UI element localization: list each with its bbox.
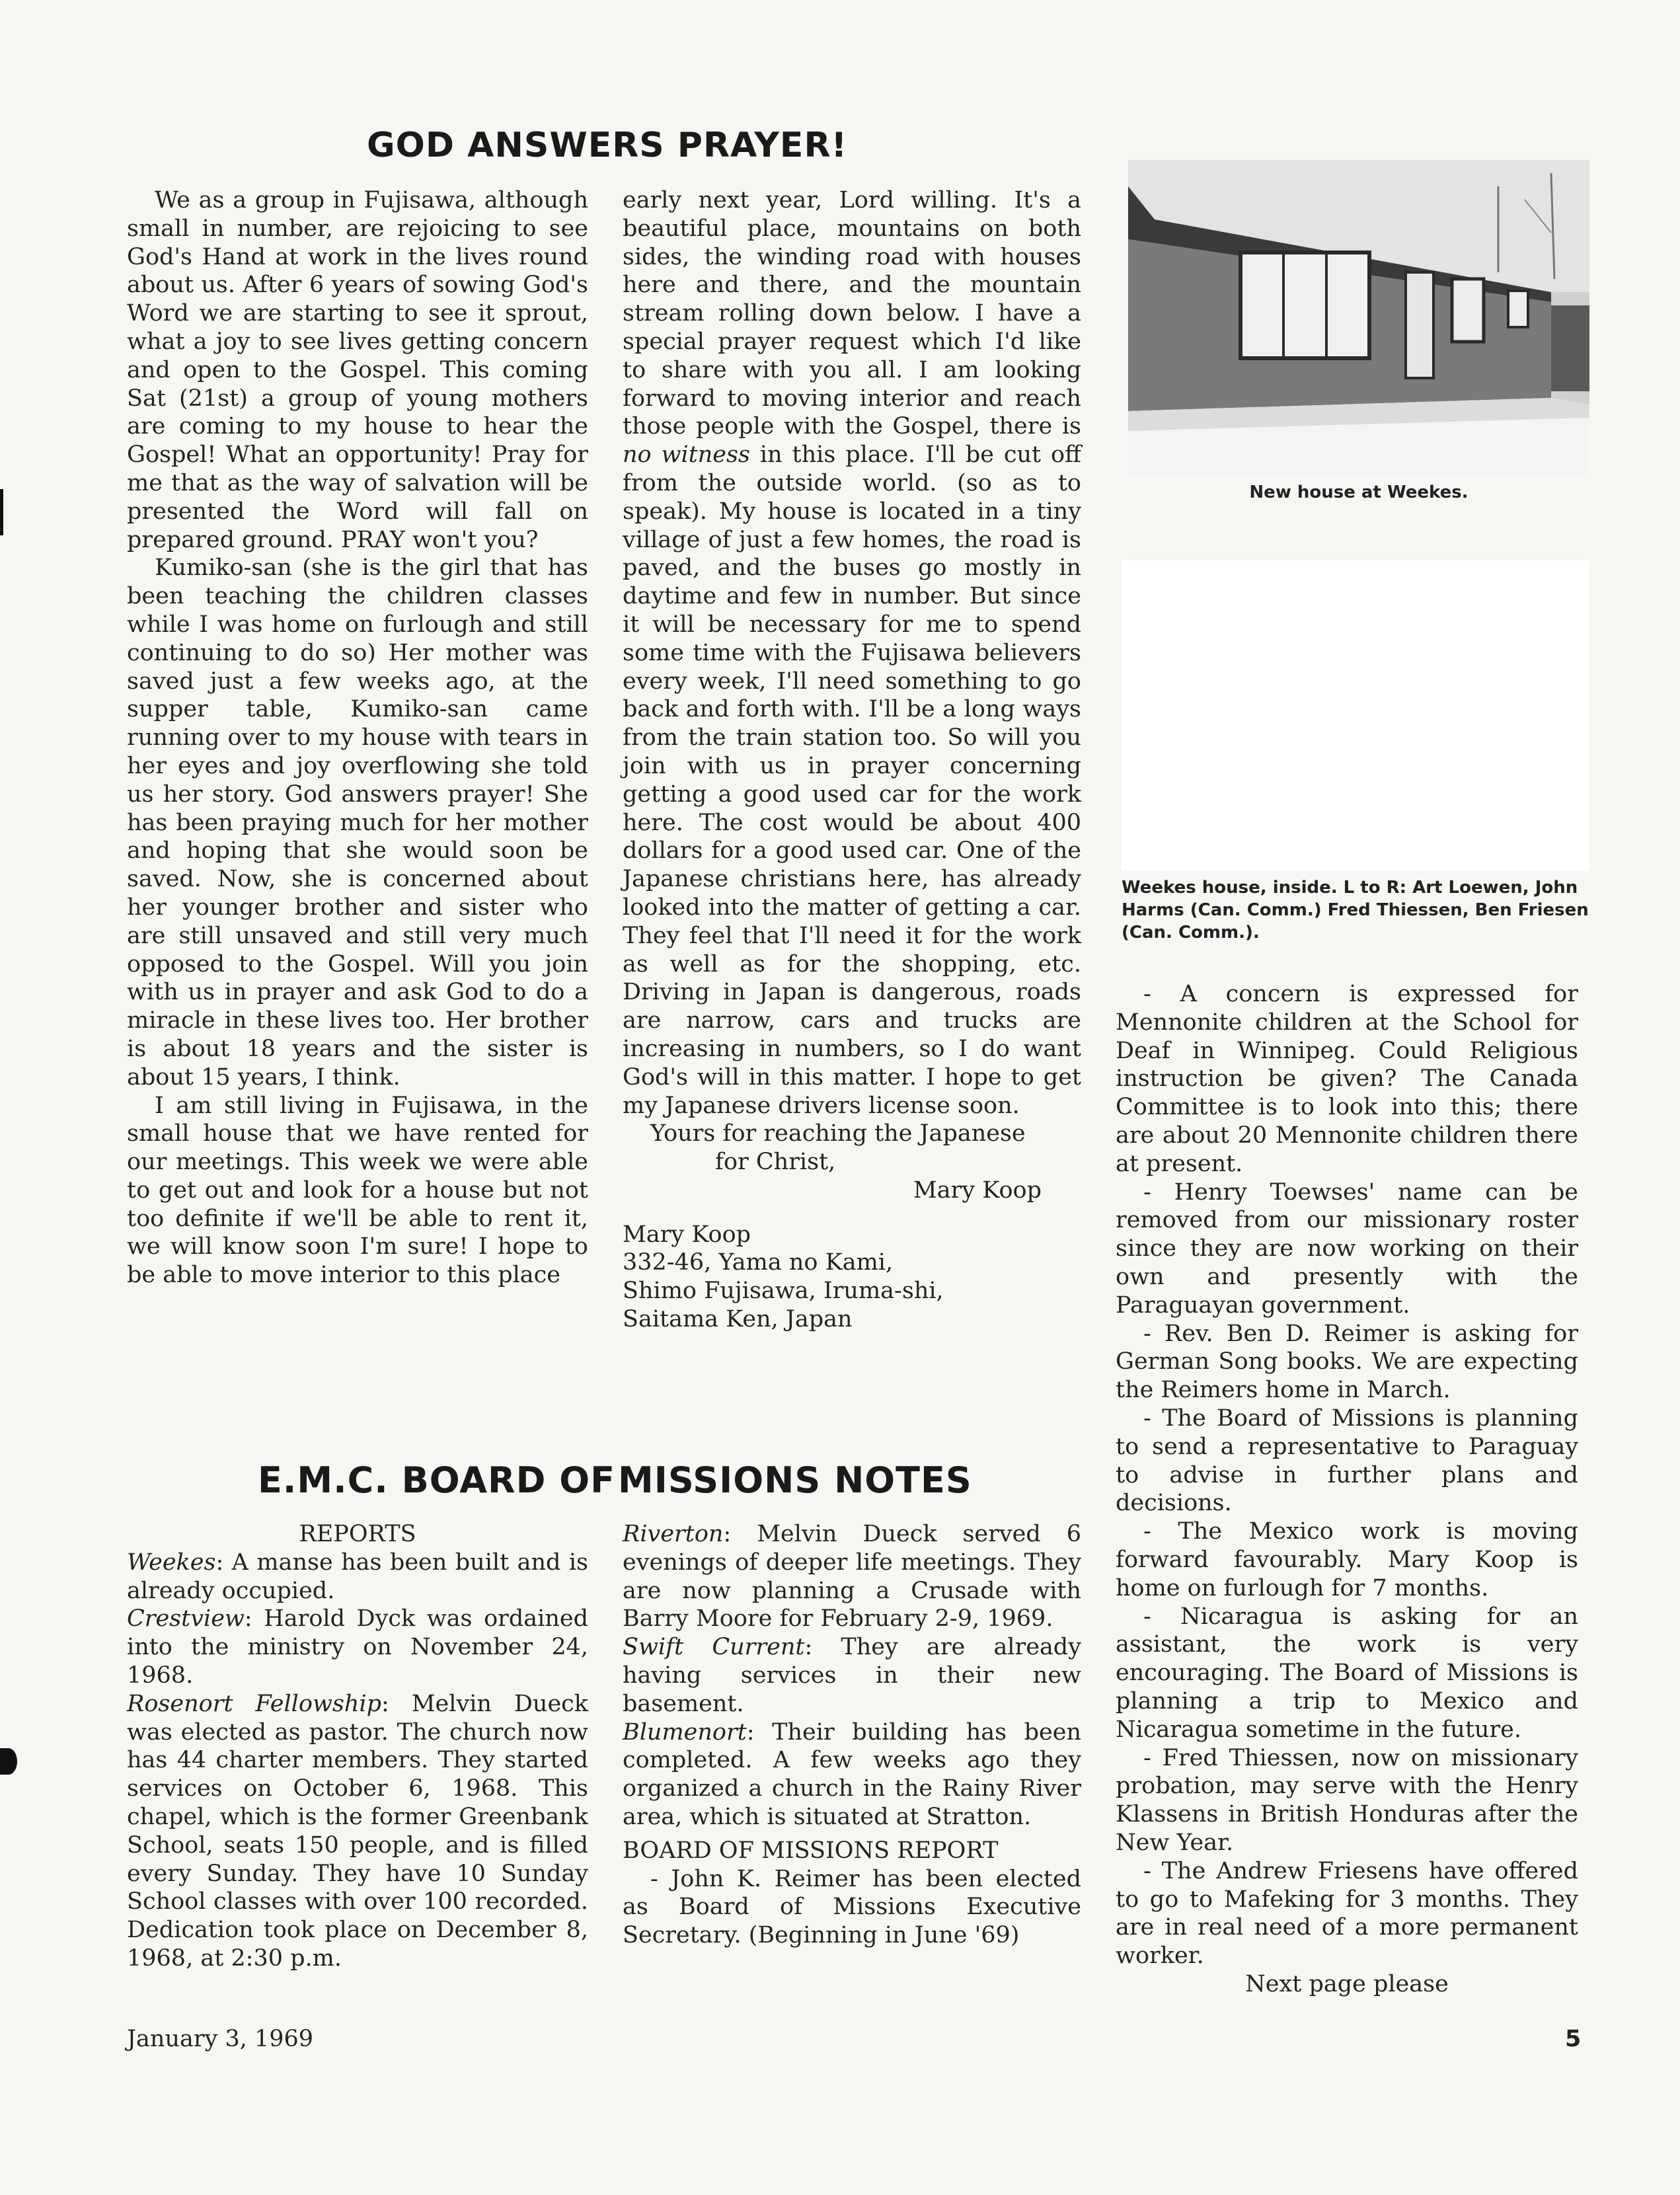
notes-column-2 — [623, 1520, 1081, 1950]
report-item — [127, 1549, 588, 1605]
note-item: - The Board of Missions is planning to send a representative to Paraguay to advise in further plans and decisions. — [1116, 1405, 1578, 1517]
scan-edge-mark — [0, 489, 3, 535]
note-item: - A concern is expressed for Mennonite children at the School for Deaf in Winnipeg. Could Religious instruction be given? The Canada Committee is to look into this; there are about 20 Mennonite children there at present. — [1116, 981, 1578, 1177]
note-item: - Nicaragua is asking for an assistant, the work is very encouraging. The Board of Missions is planning a trip to Mexico and Nicaragua sometime in the future. — [1116, 1603, 1578, 1743]
interior-photo-caption: Weekes house, inside. L to R: Art Loewen, John Harms (Can. Comm.) Fred Thiessen, Ben Friesen (Can. Comm.). — [1122, 878, 1589, 943]
notes-title-part-2: MISSIONS NOTES — [618, 1459, 972, 1501]
issue-date: January 3, 1969 — [127, 2026, 314, 2052]
report-text: : Melvin Dueck was elected as pastor. The church now has 44 charter members. They started services on October 6, 1968. This chapel, which is the former Greenbank School, seats 150 people, and is filled every Sunday. They have 10 Sunday School classes with over 100 recorded. Dedication took place on December 8, 1968, at 2:30 p.m. — [127, 1690, 588, 1972]
closing-line-2: for Christ, — [715, 1149, 836, 1176]
note-item: - Henry Toewses' name can be removed from our missionary roster since they are now working on their own and presently with the Paraguayan government. — [1116, 1178, 1578, 1319]
emphasis-text: no witness — [623, 442, 750, 469]
house-photo-caption: New house at Weekes. — [1249, 482, 1469, 502]
article-paragraph: Kumiko-san (she is the girl that has been teaching the children classes while I was home on furlough and still continuing to do so) Her mother was saved just a few weeks ago, at the supper table, Kumiko-san came running over to my house with tears in her eyes and joy overflowing she told us her story. God answers prayer! She has been praying much for her mother and hoping that she would soon be saved. Now, she is concerned about her younger brother and sister who are still unsaved and still very much opposed to the Gospel. Will you join with us in prayer and ask God to do a miracle in these lives too. Her brother is about 18 years and the sister is about 15 years, I think. — [127, 555, 588, 1091]
note-item: - Rev. Ben D. Reimer is asking for German Song books. We are expecting the Reimers home in March. — [1116, 1320, 1578, 1404]
note-item: - Fred Thiessen, now on missionary probation, may serve with the Henry Klassens in British Honduras after the New Year. — [1116, 1744, 1578, 1856]
note-item: - The Andrew Friesens have offered to go to Mafeking for 3 months. They are in real need of a more permanent worker. — [1116, 1857, 1578, 1970]
house-image — [1128, 160, 1589, 476]
notes-title-part-1: E.M.C. BOARD OF — [258, 1459, 615, 1501]
page-number: 5 — [1565, 2026, 1582, 2052]
next-page-note: Next page please — [1245, 1970, 1449, 1997]
report-item — [623, 1633, 1081, 1718]
report-place: Blumenort — [623, 1718, 747, 1746]
report-item — [623, 1718, 1081, 1831]
notes-column-3 — [1116, 980, 1578, 1999]
scan-edge-mark — [0, 1748, 17, 1775]
report-place: Weekes — [127, 1549, 216, 1576]
article-paragraph: We as a group in Fujisawa, although small in number, are rejoicing to see God's Hand at work in the lives round about us. After 6 years of sowing God's Word we are starting to see it sprout, what a joy to see lives getting concern and open to the Gospel. This coming Sat (21st) a group of young mothers are coming to my house to hear the Gospel! What an opportunity! Pray for me that as the way of salvation will be presented the Word will fall on prepared ground. PRAY won't you? — [127, 187, 588, 553]
house-photo — [1128, 160, 1589, 476]
article-column-1 — [127, 186, 588, 1290]
report-item — [127, 1605, 588, 1689]
report-text: : A manse has been built and is already occupied. — [127, 1549, 588, 1604]
report-item — [127, 1690, 588, 1973]
report-place: Swift Current — [623, 1634, 805, 1661]
address-line: Mary Koop — [623, 1221, 751, 1248]
article-text: early next year, Lord willing. It's a beautiful place, mountains on both sides, the winding road with houses here and there, and the mountain stream rolling down below. I have a special prayer request which I'd like to share with you all. I am looking forward to moving interior and reach those people with the Gospel, there is — [623, 187, 1081, 440]
reports-heading: REPORTS — [299, 1521, 416, 1547]
interior-photo — [1122, 560, 1589, 871]
report-text: : Harold Dyck was ordained into the ministry on November 24, 1968. — [127, 1605, 588, 1689]
article-paragraph — [623, 186, 1081, 1120]
board-report-text: - John K. Reimer has been elected as Board of Missions Executive Secretary. (Beginning in June '69) — [623, 1865, 1081, 1949]
report-text: : Their building has been completed. A few weeks ago they organized a church in the Rainy River area, which is situated at Stratton. — [623, 1718, 1081, 1830]
article-column-2 — [623, 186, 1081, 1334]
report-text: : They are already having services in their new basement. — [623, 1634, 1081, 1717]
article-text: in this place. I'll be cut off from the outside world. (so as to speak). My house is located in a tiny village of just a few homes, the road is paved, and the buses go mostly in daytime and few in number. But since it will be necessary for me to spend some time with the Fujisawa believers every week, I'll need something to go back and forth with. I'll be a long ways from the train station too. So will you join with us in prayer concerning getting a good used car for the work here. The cost would be about 400 dollars for a good used car. One of the Japanese christians here, has already looked into the matter of getting a car. They feel that I'll need it for the work as well as for the shopping, etc. Driving in Japan is dangerous, roads are narrow, cars and trucks are increasing in numbers, so I do want God's will in this matter. I hope to get my Japanese drivers license soon. — [623, 442, 1081, 1119]
report-item — [623, 1520, 1081, 1633]
address-line: Shimo Fujisawa, Iruma-shi, — [623, 1278, 944, 1305]
report-place: Rosenort Fellowship — [127, 1690, 382, 1717]
board-report-heading: BOARD OF MISSIONS REPORT — [623, 1837, 999, 1864]
address-line: 332-46, Yama no Kami, — [623, 1249, 894, 1276]
notes-column-1 — [127, 1520, 588, 1973]
address-line: Saitama Ken, Japan — [623, 1306, 853, 1333]
article-title: GOD ANSWERS PRAYER! — [367, 126, 848, 165]
signature: Mary Koop — [913, 1176, 1042, 1204]
report-text: : Melvin Dueck served 6 evenings of deeper life meetings. They are now planning a Crusade with Barry Moore for February 2-9, 1969. — [623, 1521, 1081, 1633]
report-place: Riverton — [623, 1521, 724, 1547]
closing-line: Yours for reaching the Japanese — [650, 1120, 1026, 1147]
article-paragraph: I am still living in Fujisawa, in the small house that we have rented for our meetings. This week we were able to get out and look for a house but not too definite if we'll be able to rent it, we will know soon I'm sure! I hope to be able to move interior to this place — [127, 1092, 588, 1289]
note-item: - The Mexico work is moving forward favourably. Mary Koop is home on furlough for 7 months. — [1116, 1518, 1578, 1601]
report-place: Crestview — [127, 1605, 245, 1633]
